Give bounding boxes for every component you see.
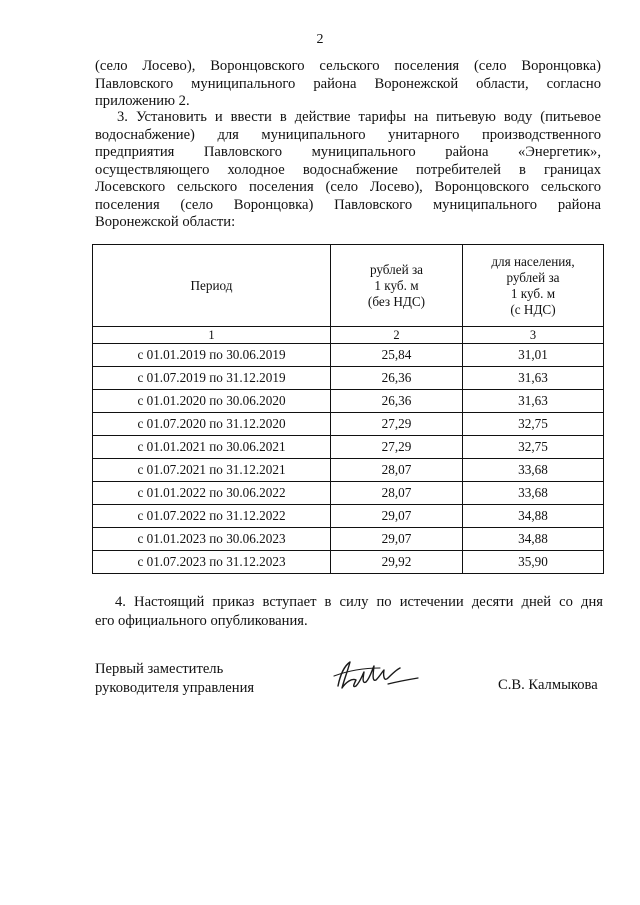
cell-price-no-vat: 25,84 (331, 344, 463, 367)
cell-price-no-vat: 27,29 (331, 413, 463, 436)
column-number-row (93, 327, 604, 344)
table-header-row (93, 245, 604, 327)
cell-price-no-vat: 26,36 (331, 367, 463, 390)
cell-price-no-vat: 28,07 (331, 482, 463, 505)
header-line: (без НДС) (367, 293, 426, 309)
signatory-title-line: Первый заместитель (95, 661, 224, 677)
cell-price-with-vat: 31,63 (463, 390, 604, 413)
cell-price-with-vat: 32,75 (463, 413, 604, 436)
handwritten-signature (330, 656, 422, 696)
table-row (93, 459, 604, 482)
text-line: осуществляющего холодное водоснабжение потребителей в границах (95, 161, 601, 178)
page-number: 2 (316, 32, 324, 47)
text-line: (село Лосево), Воронцовского сельского поселения (село Воронцовка) (95, 58, 601, 74)
cell-price-no-vat: 29,07 (331, 505, 463, 528)
tariff-table (92, 244, 604, 574)
cell-price-no-vat: 27,29 (331, 436, 463, 459)
table-row (93, 344, 604, 367)
text-line: 3. Установить и ввести в действие тарифы на питьевую воду (питьевое (117, 109, 601, 125)
cell-price-no-vat: 28,07 (331, 459, 463, 482)
cell-price-with-vat: 33,68 (463, 459, 604, 482)
cell-price-with-vat: 34,88 (463, 505, 604, 528)
cell-period: с 01.07.2023 по 31.12.2023 (93, 551, 331, 574)
text-line: приложению 2. (95, 93, 190, 109)
text-line: его официального опубликования. (95, 612, 308, 629)
text-line: Лосевского сельского поселения (село Лосево), Воронцовского сельского (95, 179, 601, 195)
cell-period: с 01.01.2020 по 30.06.2020 (93, 390, 331, 413)
cell-period: с 01.01.2022 по 30.06.2022 (93, 482, 331, 505)
table-row (93, 390, 604, 413)
header-line: (с НДС) (510, 301, 556, 317)
paragraph-continuation (95, 58, 601, 111)
cell-period: с 01.07.2020 по 31.12.2020 (93, 413, 331, 436)
text-line: водоснабжение) для муниципального унитарного производственного (95, 126, 601, 143)
header-line: рублей за (506, 269, 560, 285)
signatory-name: С.В. Калмыкова (498, 677, 598, 693)
table-row (93, 482, 604, 505)
cell-period: с 01.01.2019 по 30.06.2019 (93, 344, 331, 367)
cell-price-no-vat: 29,92 (331, 551, 463, 574)
cell-period: с 01.01.2023 по 30.06.2023 (93, 528, 331, 551)
column-number: 3 (463, 327, 604, 344)
text-line: предприятия Павловского муниципального района «Энергетик», (95, 144, 601, 160)
cell-price-with-vat: 31,63 (463, 367, 604, 390)
header-price-no-vat (331, 245, 463, 327)
cell-price-with-vat: 33,68 (463, 482, 604, 505)
signatory-title-line: руководителя управления (95, 680, 255, 696)
paragraph-4 (95, 593, 603, 630)
cell-price-with-vat: 31,01 (463, 344, 604, 367)
text-line: Воронежской области: (95, 214, 236, 230)
header-line: для населения, (491, 253, 575, 269)
cell-price-with-vat: 34,88 (463, 528, 604, 551)
text-line: 4. Настоящий приказ вступает в силу по истечении десяти дней со дня (115, 594, 603, 610)
cell-price-with-vat: 35,90 (463, 551, 604, 574)
signatory-title (95, 660, 254, 698)
table-row (93, 551, 604, 574)
table-row (93, 528, 604, 551)
cell-price-with-vat: 32,75 (463, 436, 604, 459)
header-price-with-vat (463, 245, 604, 327)
table-row (93, 413, 604, 436)
table-row (93, 436, 604, 459)
column-number: 1 (93, 327, 331, 344)
header-line: 1 куб. м (510, 285, 556, 301)
text-line: Павловского муниципального района Воронежской области, согласно (95, 75, 601, 92)
header-line: рублей за (369, 261, 424, 277)
header-period: Период (93, 245, 331, 327)
cell-price-no-vat: 29,07 (331, 528, 463, 551)
cell-period: с 01.07.2022 по 31.12.2022 (93, 505, 331, 528)
column-number: 2 (331, 327, 463, 344)
cell-period: с 01.01.2021 по 30.06.2021 (93, 436, 331, 459)
cell-period: с 01.07.2021 по 31.12.2021 (93, 459, 331, 482)
cell-period: с 01.07.2019 по 31.12.2019 (93, 367, 331, 390)
text-line: поселения (село Воронцовка) Павловского муниципального района (95, 196, 601, 213)
table-row (93, 367, 604, 390)
cell-price-no-vat: 26,36 (331, 390, 463, 413)
table-row (93, 505, 604, 528)
paragraph-3 (95, 109, 601, 232)
header-line: 1 куб. м (374, 277, 419, 293)
